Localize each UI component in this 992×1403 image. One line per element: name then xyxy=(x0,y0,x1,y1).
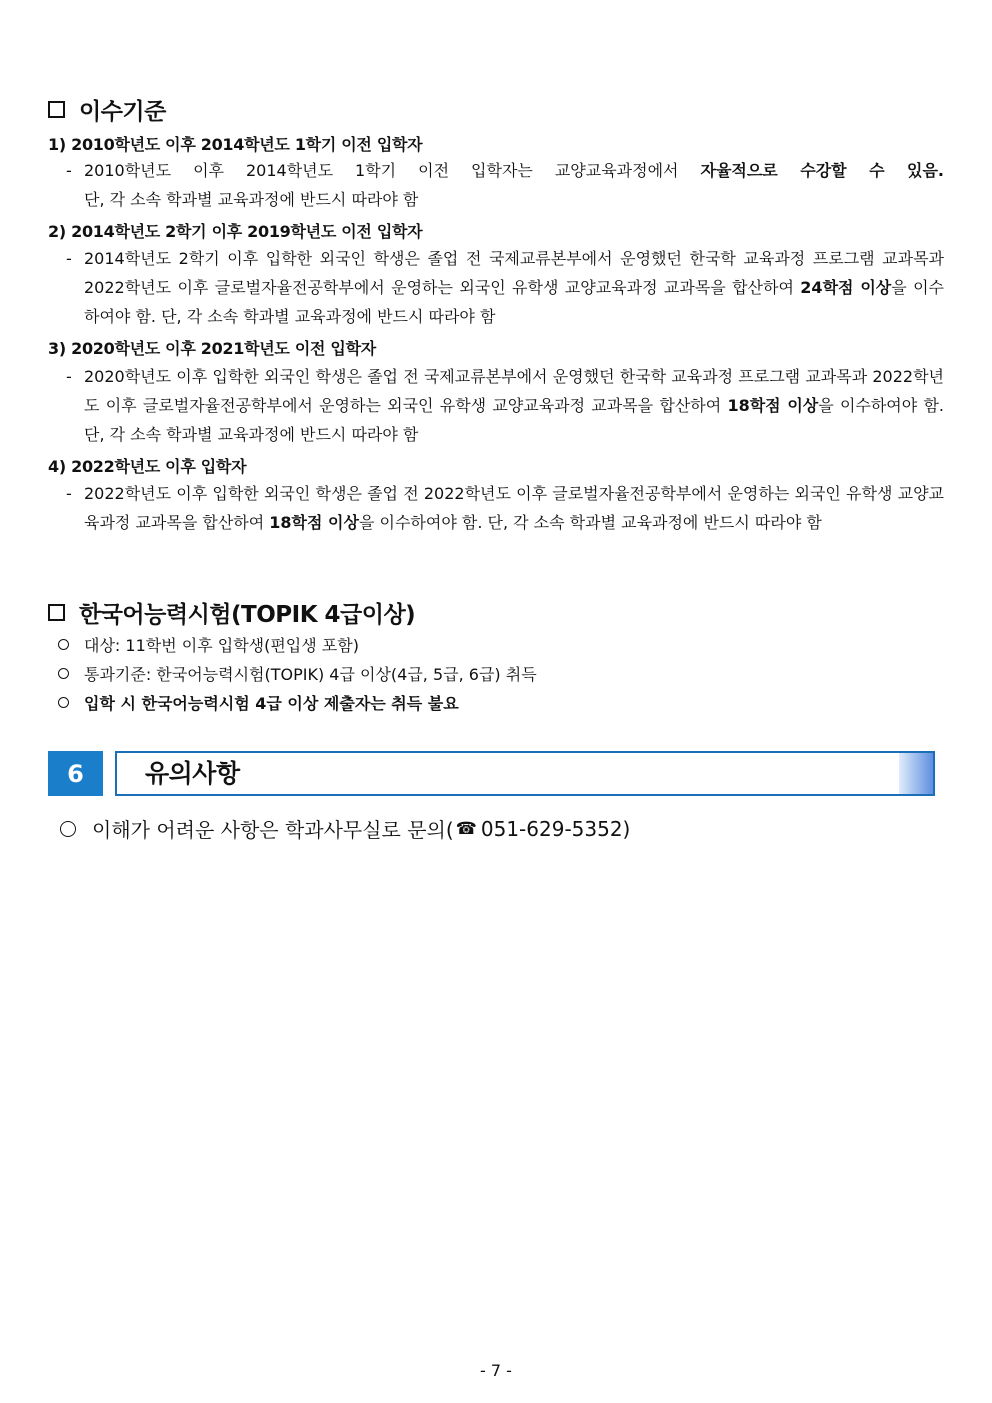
paragraph-body: 2014학년도 2학기 이후 입학한 외국인 학생은 졸업 전 국제교류본부에서 운영했던 한국학 교육과정 프로그램 교과목과 2022학년도 이후 글로벌자율전공학부에서 운영하는 외국인 유학생 교양교육과정 교과목을 합산하여 24학점 이상을 이수하여야 함. 단, 각 소속 학과별 교육과정에 반드시 따라야 함 xyxy=(84,249,944,326)
emphasis: 24학점 이상 xyxy=(800,278,892,297)
topik-bullet-target: 대상: 11학번 이후 입학생(편입생 포함) xyxy=(58,633,359,656)
paragraph-body: 2020학년도 이후 입학한 외국인 학생은 졸업 전 국제교류본부에서 운영했던 한국학 교육과정 프로그램 교과목과 2022학년도 이후 글로벌자율전공학부에서 운영하는 외국인 유학생 교양교육과정 교과목을 합산하여 18학점 이상을 이수하여야 함. 단, 각 소속 학과별 교육과정에 반드시 따라야 함 xyxy=(84,367,944,444)
emphasis: 18학점 이상 xyxy=(727,396,819,415)
section-title: 이수기준 xyxy=(79,99,166,125)
section-title-bar xyxy=(115,751,935,796)
section-heading-topik xyxy=(48,596,415,629)
section-number-badge: 6 xyxy=(48,751,103,796)
checkbox-icon xyxy=(48,101,65,118)
emphasis: 18학점 이상 xyxy=(269,513,359,532)
emphasis: 자율적으로 수강할 수 있음. xyxy=(700,161,944,180)
topik-bullet-pass-criteria: 통과기준: 한국어능력시험(TOPIK) 4급 이상(4급, 5급, 6급) 취득 xyxy=(58,662,537,685)
section-heading-completion-criteria xyxy=(48,93,166,126)
criteria-paragraph-1 xyxy=(66,156,944,214)
phone-number: 051-629-5352) xyxy=(480,816,631,841)
paragraph-body: 2022학년도 이후 입학한 외국인 학생은 졸업 전 2022학년도 이후 글로벌자율전공학부에서 운영하는 외국인 유학생 교양교육과정 교과목을 합산하여 18학점 이상을 이수하여야 함. 단, 각 소속 학과별 교육과정에 반드시 따라야 함 xyxy=(84,484,944,532)
section-title: 한국어능력시험(TOPIK 4급이상) xyxy=(79,602,416,628)
criteria-paragraph-4 xyxy=(66,479,944,537)
section-title: 유의사항 xyxy=(145,759,240,788)
circle-bullet-icon xyxy=(58,697,69,708)
checkbox-icon xyxy=(48,604,65,621)
circle-bullet-icon xyxy=(58,668,69,679)
dash-marker: - xyxy=(66,249,72,268)
topik-bullet-exemption: 입학 시 한국어능력시험 4급 이상 제출자는 취득 불요 xyxy=(58,691,459,714)
circle-bullet-icon xyxy=(58,639,69,650)
inquiry-note: 이해가 어려운 사항은 학과사무실로 문의( ☎ 051-629-5352) xyxy=(60,814,630,843)
criteria-heading-3: 3) 2020학년도 이후 2021학년도 이전 입학자 xyxy=(48,339,376,358)
criteria-heading-2: 2) 2014학년도 2학기 이후 2019학년도 이전 입학자 xyxy=(48,222,423,241)
circle-bullet-icon xyxy=(60,821,76,837)
criteria-heading-1: 1) 2010학년도 이후 2014학년도 1학기 이전 입학자 xyxy=(48,135,423,154)
title-bar-accent xyxy=(899,753,933,794)
dash-marker: - xyxy=(66,161,72,180)
dash-marker: - xyxy=(66,367,72,386)
paragraph-body: 2010학년도 이후 2014학년도 1학기 이전 입학자는 교양교육과정에서 자율적으로 수강할 수 있음. xyxy=(84,161,944,180)
page-number: - 7 - xyxy=(480,1361,512,1380)
dash-marker: - xyxy=(66,484,72,503)
paragraph-line-2: 단, 각 소속 학과별 교육과정에 반드시 따라야 함 xyxy=(84,190,419,209)
criteria-paragraph-2 xyxy=(66,244,944,331)
phone-icon: ☎ xyxy=(455,818,477,839)
criteria-heading-4: 4) 2022학년도 이후 입학자 xyxy=(48,457,247,476)
criteria-paragraph-3 xyxy=(66,362,944,449)
